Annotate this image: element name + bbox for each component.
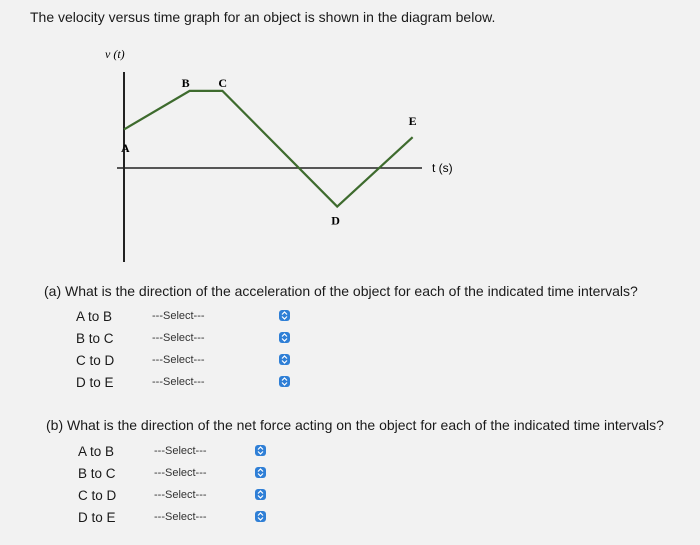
part-a-select-c-to-d[interactable] [150,351,298,369]
part-a-select-b-to-c[interactable] [150,329,298,347]
select-value: ---Select--- [154,467,207,479]
select-value: ---Select--- [152,332,205,344]
part-a-question: (a) What is the direction of the acceleration of the object for each of the indicated time intervals? [44,283,638,299]
chevron-updown-icon[interactable] [255,445,266,456]
part-a-row-c-to-d [76,350,298,370]
interval-label: C to D [78,487,117,503]
part-a-row-d-to-e [76,372,298,392]
chevron-updown-icon[interactable] [255,467,266,478]
point-label-c: C [218,75,228,90]
x-axis-label: t (s) [432,161,453,175]
select-value: ---Select--- [152,354,205,366]
chevron-updown-icon[interactable] [279,354,290,365]
select-value: ---Select--- [152,310,205,322]
part-b-row-d-to-e [78,507,274,527]
select-value: ---Select--- [154,489,207,501]
part-a-row-a-to-b [76,306,298,326]
intro-text: The velocity versus time graph for an object is shown in the diagram below. [30,9,496,25]
interval-label: B to C [78,465,116,481]
part-b-select-a-to-b[interactable] [152,442,274,460]
part-b-question: (b) What is the direction of the net force acting on the object for each of the indicated time intervals? [46,417,664,433]
select-value: ---Select--- [154,445,207,457]
interval-label: B to C [76,330,114,346]
point-label-d: D [331,213,340,228]
interval-label: A to B [76,308,113,324]
interval-label: C to D [76,352,115,368]
part-b-row-b-to-c [78,463,274,483]
interval-label: D to E [76,374,114,390]
chevron-updown-icon[interactable] [279,310,290,321]
interval-label: D to E [78,509,116,525]
interval-label: A to B [78,443,115,459]
chevron-updown-icon[interactable] [255,511,266,522]
part-b-select-d-to-e[interactable] [152,508,274,526]
chevron-updown-icon[interactable] [255,489,266,500]
part-a-select-d-to-e[interactable] [150,373,298,391]
part-b-row-a-to-b [78,441,274,461]
select-value: ---Select--- [154,511,207,523]
part-b-row-c-to-d [78,485,274,505]
part-a-row-b-to-c [76,328,298,348]
point-label-b: B [181,75,190,90]
part-b-select-c-to-d[interactable] [152,486,274,504]
point-label-a: A [121,141,130,155]
y-axis-label: v (t) [105,47,125,61]
chevron-updown-icon[interactable] [279,332,290,343]
velocity-series-line [124,91,413,207]
part-a-select-a-to-b[interactable] [150,307,298,325]
chevron-updown-icon[interactable] [279,376,290,387]
point-label-e: E [408,114,417,129]
select-value: ---Select--- [152,376,205,388]
part-b-select-b-to-c[interactable] [152,464,274,482]
